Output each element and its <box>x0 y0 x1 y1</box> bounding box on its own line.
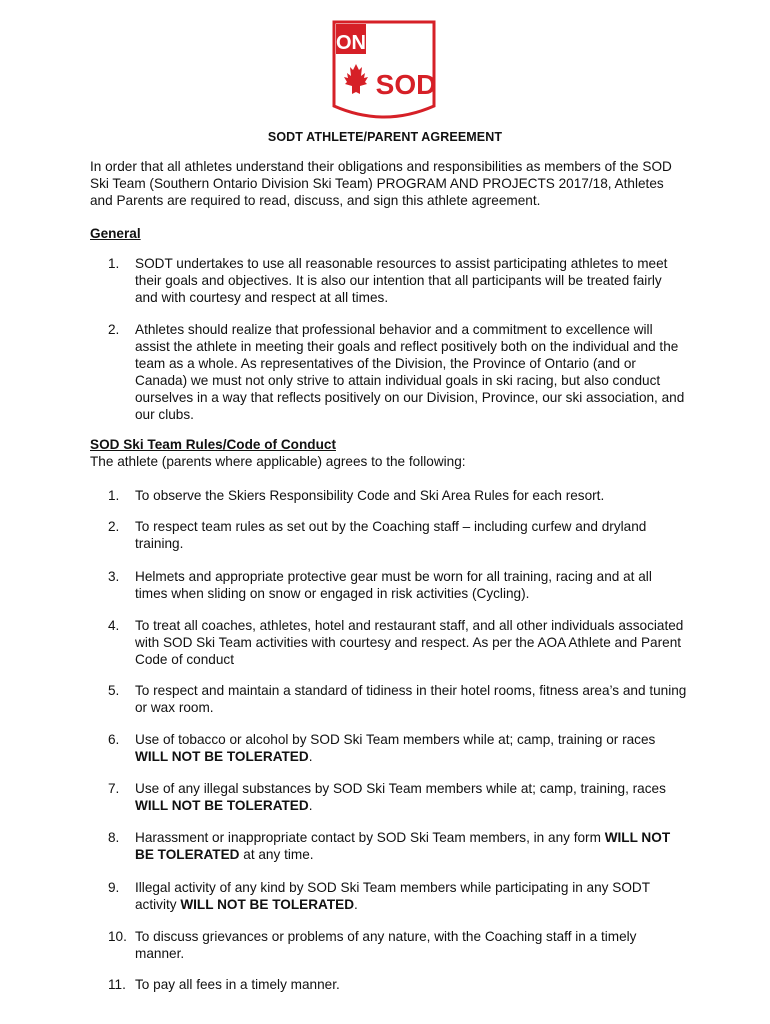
item-number: 11. <box>108 977 126 992</box>
rule-item-4 <box>108 617 688 668</box>
item-number: 5. <box>108 683 120 698</box>
item-text: Harassment or inappropriate contact by SOD Ski Team members, in any form WILL NOT BE TOLERATED at any time. <box>135 830 671 862</box>
rule-item-8 <box>108 829 688 863</box>
rule-item-10 <box>108 928 688 962</box>
item-text: Use of tobacco or alcohol by SOD Ski Team members while at; camp, training or races WILL NOT BE TOLERATED. <box>135 732 656 764</box>
item-text: SODT undertakes to use all reasonable resources to assist participating athletes to meet their goals and objectives. It is also our intention that all participants will be treated fairly and with courtesy and respect at all times. <box>135 256 668 305</box>
general-heading: General <box>90 226 141 241</box>
item-number: 1. <box>108 256 120 271</box>
item-number: 2. <box>108 519 120 534</box>
item-text: To treat all coaches, athletes, hotel and restaurant staff, and all other individuals associated with SOD Ski Team activities with courtesy and respect. As per the AOA Athlete and Parent Code of conduct <box>135 618 684 667</box>
rule-item-2 <box>108 518 688 552</box>
rules-subheading: The athlete (parents where applicable) agrees to the following: <box>90 454 466 469</box>
item-number: 10. <box>108 929 127 944</box>
logo-bottom-text: SOD <box>375 69 437 100</box>
rule-item-3 <box>108 568 688 602</box>
item-text: To respect and maintain a standard of tidiness in their hotel rooms, fitness area’s and tuning or wax room. <box>135 683 687 715</box>
item-number: 4. <box>108 618 120 633</box>
item-text: Helmets and appropriate protective gear must be worn for all training, racing and at all times when sliding on snow or engaged in risk activities (Cycling). <box>135 569 652 601</box>
item-number: 9. <box>108 880 120 895</box>
general-item-1 <box>108 255 688 306</box>
item-number: 7. <box>108 781 120 796</box>
item-text: Athletes should realize that professional behavior and a commitment to excellence will assist the athlete in meeting their goals and reflect positively both on the individual and the team as a whole. As representatives of the Division, the Province of Ontario (and or Canada) we must not only strive to attain individual goals in ski racing, but also conduct ourselves in a way that reflects positively on our Division, Province, our ski association, and our clubs. <box>135 322 685 422</box>
on-sod-logo <box>328 18 440 122</box>
item-text: Illegal activity of any kind by SOD Ski Team members while participating in any SODT activity WILL NOT BE TOLERATED. <box>135 880 650 912</box>
item-text: To observe the Skiers Responsibility Code and Ski Area Rules for each resort. <box>135 488 605 503</box>
rules-heading: SOD Ski Team Rules/Code of Conduct <box>90 437 336 452</box>
item-number: 3. <box>108 569 120 584</box>
item-number: 8. <box>108 830 120 845</box>
rule-item-9 <box>108 879 688 913</box>
item-text: Use of any illegal substances by SOD Ski Team members while at; camp, training, races WILL NOT BE TOLERATED. <box>135 781 666 813</box>
rule-item-11 <box>108 976 688 993</box>
item-text: To discuss grievances or problems of any nature, with the Coaching staff in a timely manner. <box>135 929 637 961</box>
intro-paragraph: In order that all athletes understand their obligations and responsibilities as members of the SOD Ski Team (Southern Ontario Division Ski Team) PROGRAM AND PROJECTS 2017/18, Athletes and Parents are required to read, discuss, and sign this athlete agreement. <box>90 159 672 208</box>
item-number: 2. <box>108 322 120 337</box>
item-text: To respect team rules as set out by the Coaching staff – including curfew and dryland training. <box>135 519 647 551</box>
document-title: SODT ATHLETE/PARENT AGREEMENT <box>267 130 503 144</box>
rule-item-6 <box>108 731 688 765</box>
rule-item-7 <box>108 780 688 814</box>
item-number: 1. <box>108 488 120 503</box>
rule-item-1 <box>108 487 688 504</box>
item-number: 6. <box>108 732 120 747</box>
rule-item-5 <box>108 682 688 716</box>
item-text: To pay all fees in a timely manner. <box>135 977 340 992</box>
general-item-2 <box>108 321 688 423</box>
logo-top-text: ON <box>336 32 366 54</box>
